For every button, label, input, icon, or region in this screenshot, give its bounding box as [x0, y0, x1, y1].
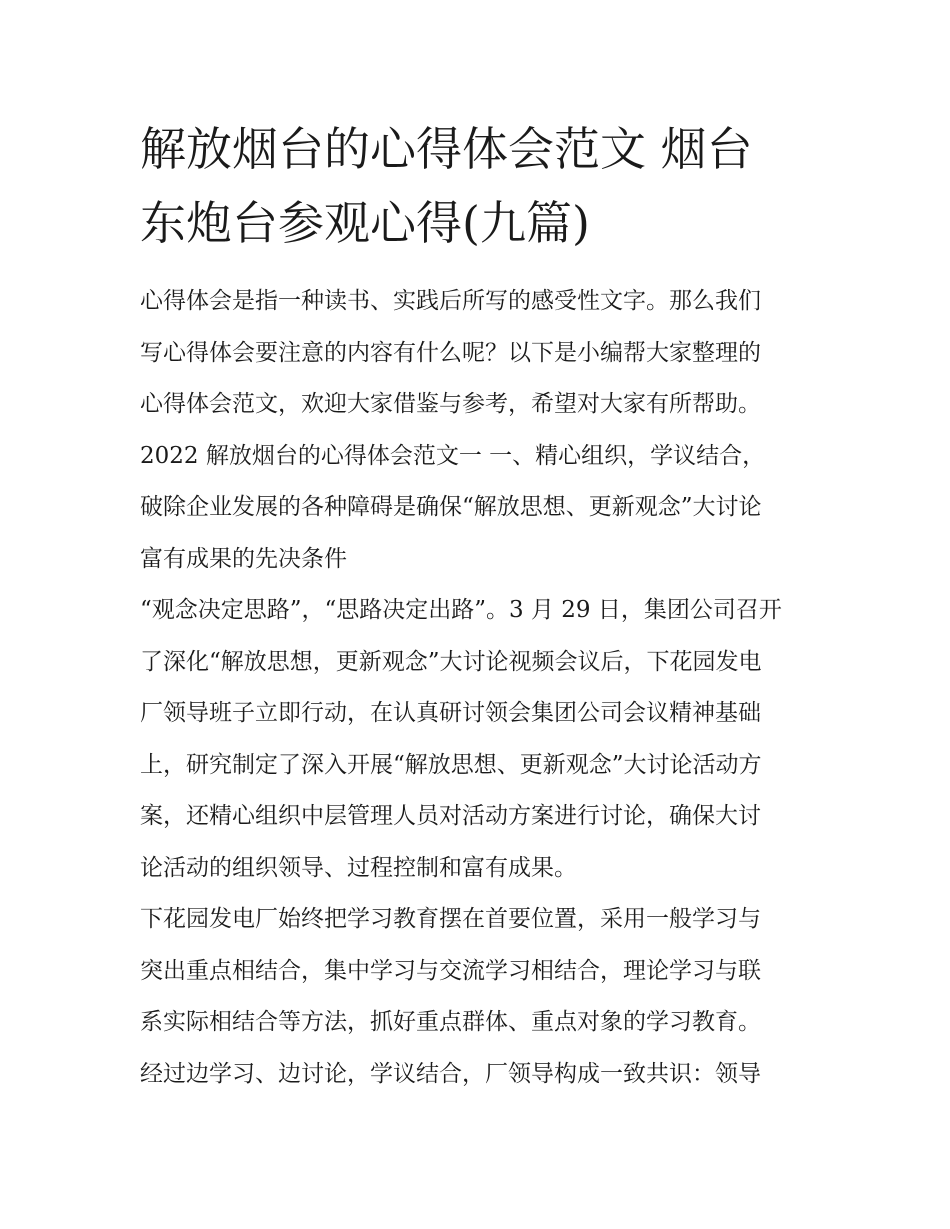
text-line: 破除企业发展的各种障碍是确保“解放思想、更新观念”大讨论 — [140, 494, 762, 520]
document-title — [140, 112, 812, 260]
text-line: 心得体会范文，欢迎大家借鉴与参考，希望对大家有所帮助。 — [140, 391, 761, 417]
paragraph-body-1 — [140, 585, 812, 894]
paragraph-section-one — [140, 431, 812, 586]
text-line: 突出重点相结合，集中学习与交流学习相结合，理论学习与联 — [140, 957, 761, 984]
document-page — [140, 112, 812, 1100]
text-line: 论活动的组织领导、过程控制和富有成果。 — [140, 854, 577, 881]
title-line: 东炮台参观心得(九篇) — [140, 196, 590, 250]
text-line: 经过边学习、边讨论，学议结合，厂领导构成一致共识：领导 — [140, 1060, 761, 1087]
text-line: 系实际相结合等方法，抓好重点群体、重点对象的学习教育。 — [140, 1009, 761, 1035]
paragraph-intro — [140, 276, 812, 431]
paragraph-body-2 — [140, 894, 812, 1100]
text-line: 上，研究制定了深入开展“解放思想、更新观念”大讨论活动方 — [140, 751, 762, 778]
text-line: 案，还精心组织中层管理人员对活动方案进行讨论，确保大讨 — [140, 803, 761, 829]
text-line: “观念决定思路”，“思路决定出路”。3 月 29 日，集团公司召开 — [140, 597, 782, 623]
text-line: 2022 解放烟台的心得体会范文一 一、精心组织，学议结合， — [140, 442, 766, 469]
text-line: 下花园发电厂始终把学习教育摆在首要位置，采用一般学习与 — [140, 906, 761, 932]
text-line: 了深化“解放思想，更新观念”大讨论视频会议后，下花园发电 — [140, 648, 762, 675]
text-line: 富有成果的先决条件 — [140, 545, 347, 572]
title-line: 解放烟台的心得体会范文 烟台 — [140, 122, 753, 176]
text-line: 写心得体会要注意的内容有什么呢？以下是小编帮大家整理的 — [140, 339, 761, 366]
text-line: 心得体会是指一种读书、实践后所写的感受性文字。那么我们 — [140, 288, 761, 314]
text-line: 厂领导班子立即行动，在认真研讨领会集团公司会议精神基础 — [140, 700, 761, 726]
